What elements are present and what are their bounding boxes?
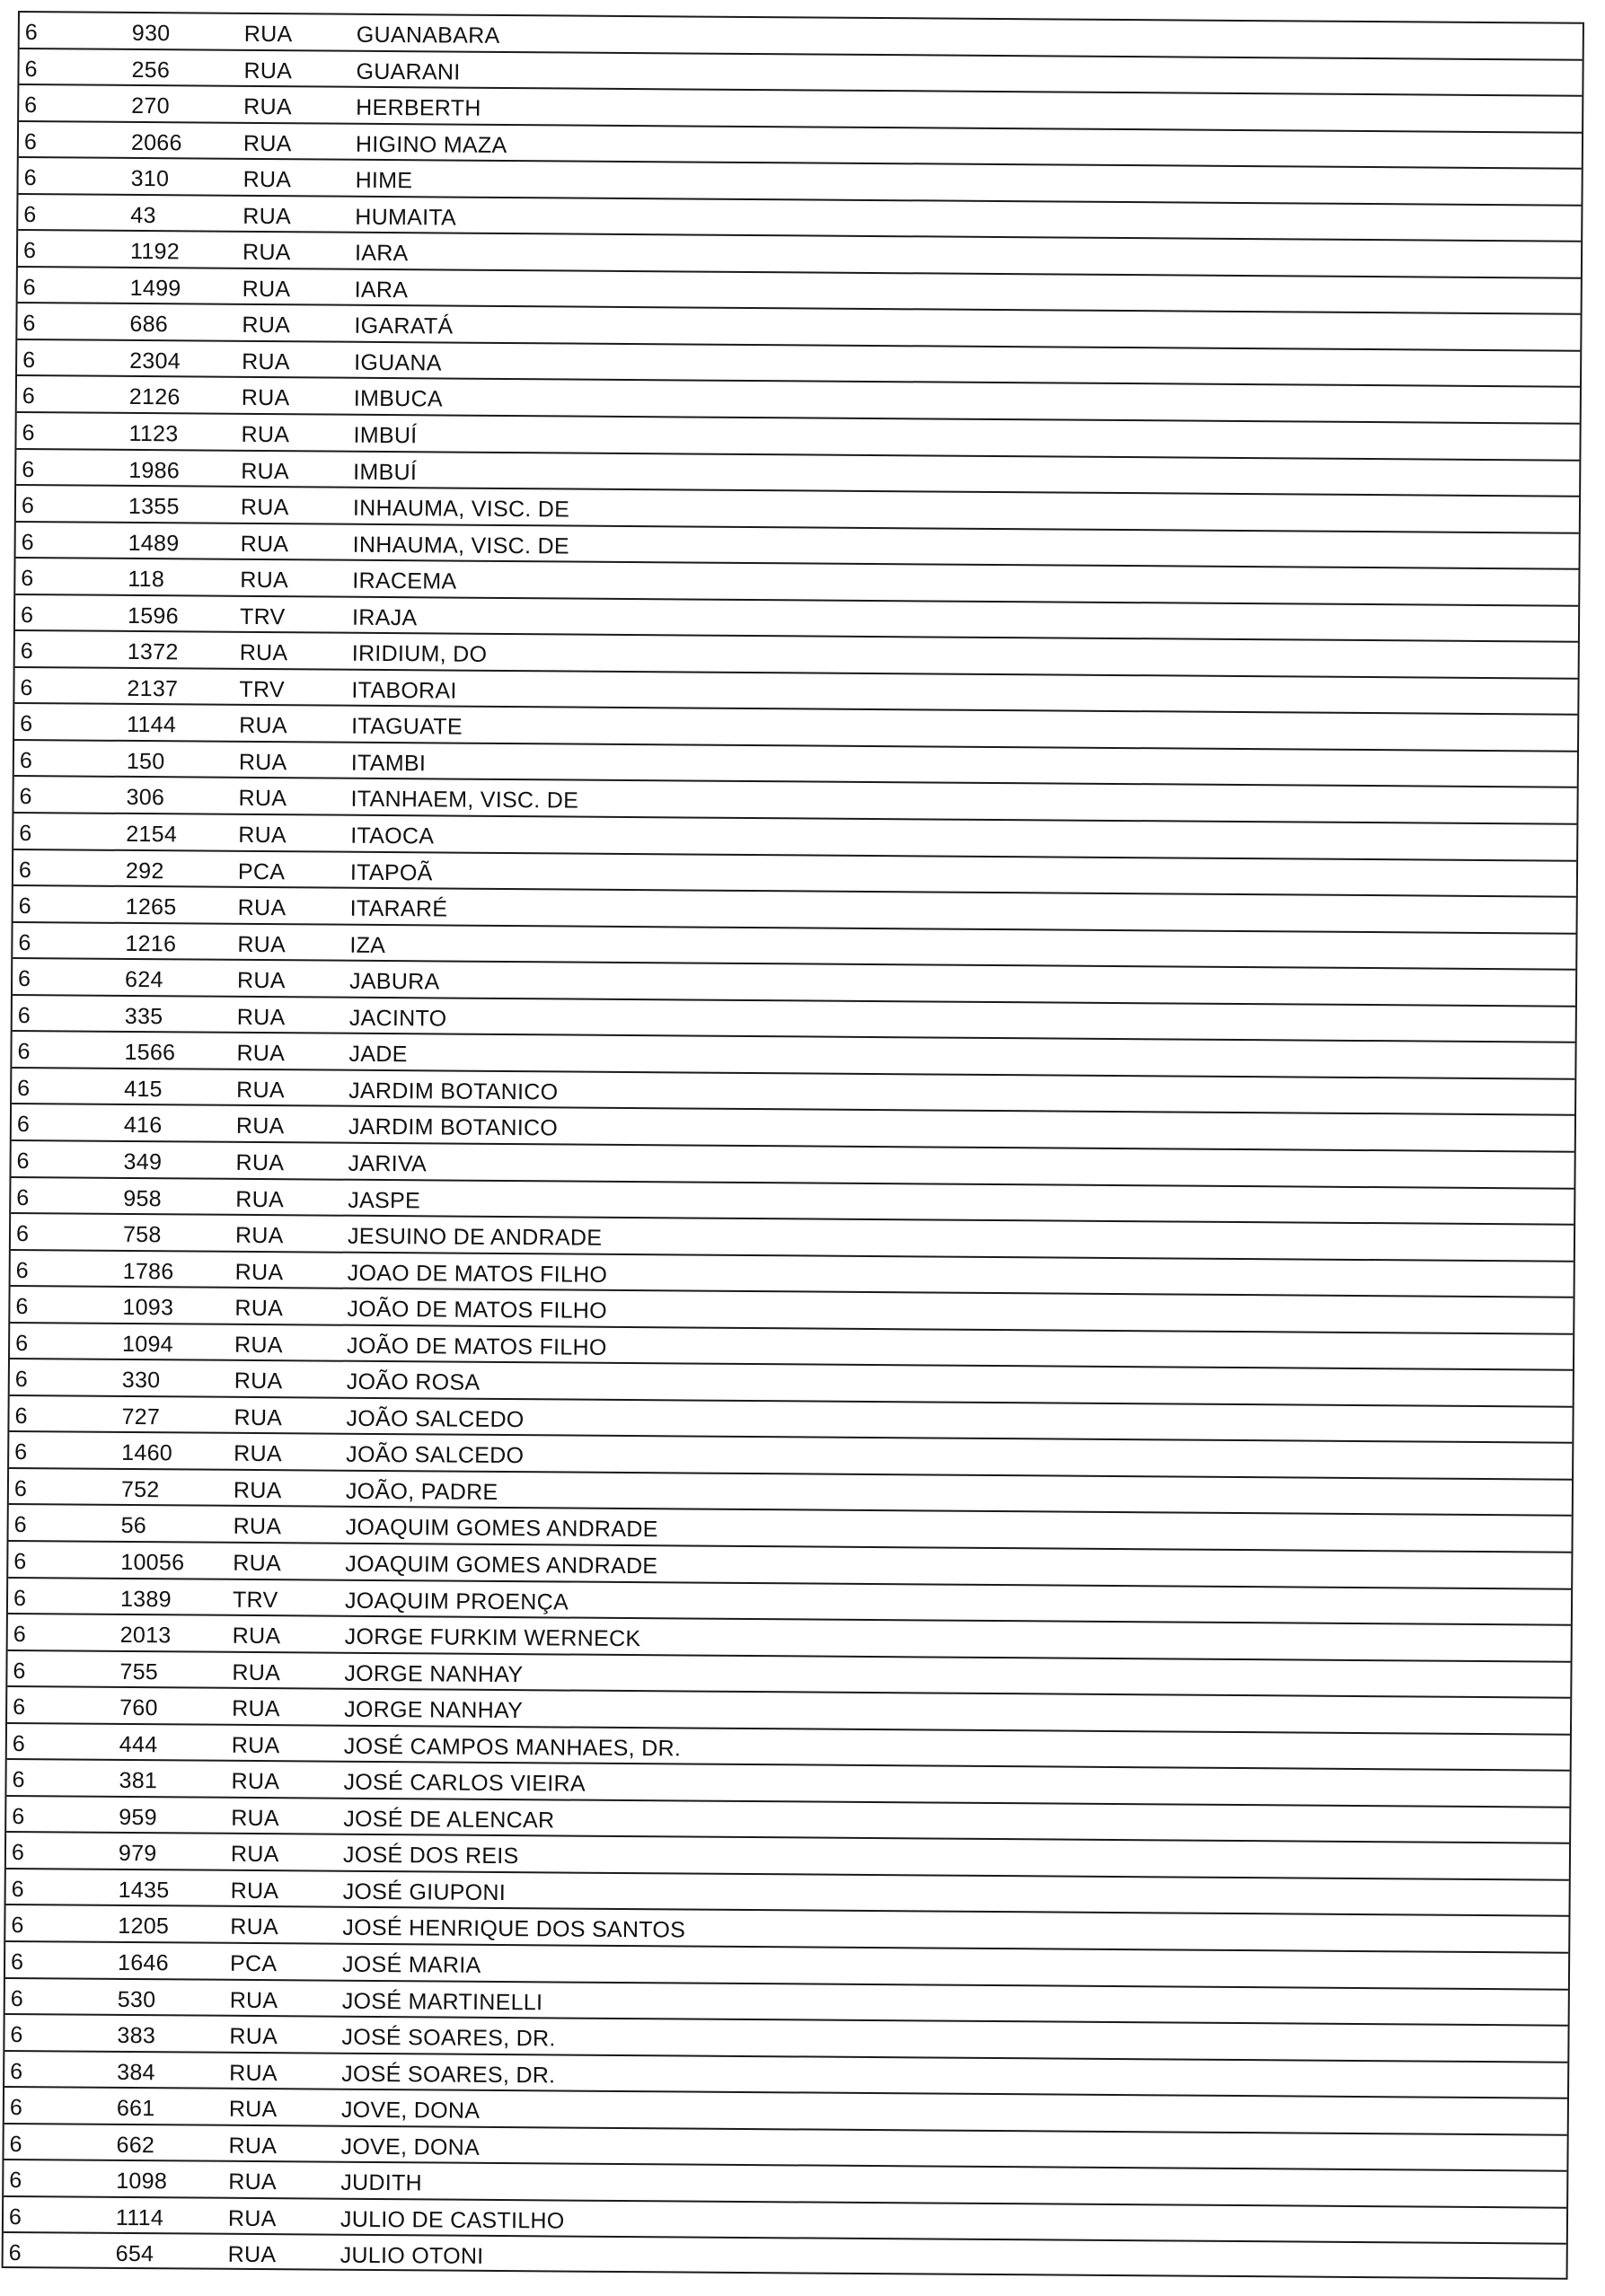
zone-cell: 6 [22,383,36,409]
zone-cell: 6 [15,1330,29,1356]
street-type-cell: RUA [239,640,288,666]
zone-cell: 6 [13,1694,26,1720]
code-cell: 1372 [127,639,179,665]
zone-cell: 6 [23,201,37,227]
zone-cell: 6 [17,1075,31,1101]
street-name-cell: JASPE [348,1187,421,1213]
street-type-cell: RUA [228,2133,278,2159]
zone-cell: 6 [24,56,38,82]
street-name-cell: JOSÉ HENRIQUE DOS SANTOS [342,1915,686,1943]
street-name-cell: JORGE FURKIM WERNECK [344,1623,641,1652]
code-cell: 1114 [115,2204,164,2231]
street-type-cell: RUA [237,931,287,957]
code-cell: 760 [119,1695,158,1721]
zone-cell: 6 [24,20,39,46]
zone-cell: 6 [13,1548,27,1575]
street-name-cell: HIGINO MAZA [355,131,507,158]
zone-cell: 6 [12,1730,26,1756]
street-name-cell: ITARARÉ [349,895,448,922]
street-type-cell: RUA [241,385,290,411]
code-cell: 444 [119,1731,158,1757]
zone-cell: 6 [14,1439,28,1465]
zone-cell: 6 [10,1949,24,1975]
street-name-cell: IARA [354,241,409,267]
code-cell: 654 [115,2241,154,2267]
street-type-cell: RUA [241,421,290,448]
code-cell: 1123 [128,420,179,447]
zone-cell: 6 [24,92,38,119]
street-name-cell: JORGE NANHAY [344,1696,524,1724]
street-name-cell: IRAJA [351,604,418,631]
street-type-cell: RUA [243,21,293,48]
zone-cell: 6 [21,493,35,519]
zone-cell: 6 [13,1658,26,1684]
street-name-cell: JOSÉ CARLOS VIEIRA [343,1769,586,1797]
street-name-cell: JOÃO DE MATOS FILHO [347,1296,608,1324]
code-cell: 959 [119,1804,157,1830]
street-name-cell: JOSÉ SOARES, DR. [341,2061,556,2089]
zone-cell: 6 [17,1039,31,1065]
zone-cell: 6 [17,1002,31,1028]
code-cell: 150 [126,748,165,775]
zone-cell: 6 [21,529,34,555]
street-name-cell: JOAQUIM GOMES ANDRADE [345,1515,658,1543]
street-name-cell: JUDITH [340,2169,423,2196]
street-type-cell: RUA [242,312,291,339]
zone-cell: 6 [22,420,35,446]
street-type-cell: PCA [229,1950,278,1977]
street-type-cell: RUA [234,1404,283,1430]
code-cell: 1216 [125,930,177,956]
street-name-cell: IARA [354,277,409,303]
street-type-cell: RUA [234,1295,284,1322]
street-name-cell: ITAGUATE [351,714,463,741]
zone-cell: 6 [9,2095,23,2121]
zone-cell: 6 [22,274,37,300]
zone-cell: 6 [8,2204,22,2230]
zone-cell: 6 [17,966,31,992]
zone-cell: 6 [20,602,34,628]
street-type-cell: RUA [236,1077,285,1104]
street-type-cell: RUA [239,713,287,739]
street-type-cell: RUA [227,2242,277,2268]
code-cell: 1205 [118,1913,170,1940]
street-name-cell: JESUINO DE ANDRADE [347,1223,603,1251]
street-type-cell: RUA [231,1805,280,1831]
zone-cell: 6 [14,1367,29,1393]
street-name-cell: JOAO DE MATOS FILHO [347,1260,608,1288]
street-name-cell: HIME [355,167,413,194]
street-name-cell: GUARANI [356,58,461,85]
street-name-cell: ITANHAEM, VISC. DE [350,787,579,814]
street-name-cell: JOAQUIM GOMES ANDRADE [345,1551,658,1579]
street-name-cell: IRIDIUM, DO [351,641,488,668]
zone-cell: 6 [20,638,34,664]
zone-cell: 6 [16,1112,31,1138]
street-name-cell: HUMAITA [355,204,457,231]
street-type-cell: RUA [229,2060,278,2086]
code-cell: 330 [121,1368,161,1394]
zone-cell: 6 [16,1148,30,1174]
street-name-cell: IRACEMA [352,567,457,594]
street-name-cell: JOAQUIM PROENÇA [344,1588,569,1615]
street-name-cell: JOÃO SALCEDO [346,1405,525,1432]
street-type-cell: RUA [235,1149,285,1176]
street-table [2,11,1584,2280]
zone-cell: 6 [23,165,37,191]
code-cell: 416 [123,1113,163,1139]
zone-cell: 6 [14,1403,28,1429]
zone-cell: 6 [19,821,32,847]
street-name-cell: IZA [349,932,386,958]
street-type-cell: RUA [238,786,287,812]
code-cell: 1098 [116,2168,168,2195]
street-name-cell: JORGE NANHAY [344,1660,524,1687]
code-cell: 2137 [127,675,179,702]
code-cell: 662 [116,2132,155,2158]
code-cell: 381 [119,1768,158,1794]
street-name-cell: JOÃO DE MATOS FILHO [347,1333,607,1360]
code-cell: 1489 [128,530,180,556]
zone-cell: 6 [13,1475,28,1501]
street-name-cell: JADE [348,1042,408,1068]
code-cell: 10056 [120,1549,185,1576]
street-name-cell: JARDIM BOTANICO [348,1078,559,1105]
code-cell: 1435 [118,1877,170,1904]
street-name-cell: ITAOCA [350,823,435,849]
zone-cell: 6 [22,238,37,264]
code-cell: 1265 [125,894,177,920]
street-type-cell: RUA [229,1987,278,2013]
code-cell: 1786 [122,1258,174,1284]
street-type-cell: TRV [239,676,286,703]
code-cell: 1355 [128,494,180,520]
street-name-cell: IMBUÍ [353,459,418,485]
street-type-cell: RUA [236,1041,286,1067]
street-type-cell: RUA [234,1222,284,1249]
zone-cell: 6 [10,2058,23,2084]
street-name-cell: JARDIM BOTANICO [348,1114,559,1141]
street-type-cell: RUA [240,494,289,521]
street-type-cell: RUA [243,203,292,229]
street-type-cell: RUA [230,1842,279,1868]
zone-cell: 6 [9,2168,22,2194]
zone-cell: 6 [12,1767,25,1793]
street-type-cell: PCA [237,858,286,884]
code-cell: 530 [117,1986,156,2012]
street-type-cell: RUA [231,1732,280,1758]
code-cell: 384 [117,2059,155,2085]
code-cell: 958 [123,1185,163,1211]
code-cell: 661 [116,2096,155,2122]
street-name-cell: JULIO OTONI [340,2243,484,2270]
code-cell: 2154 [126,821,178,848]
street-type-cell: TRV [232,1587,278,1613]
code-cell: 310 [130,166,170,192]
street-name-cell: JOSÉ MARIA [341,1951,481,1978]
code-cell: 758 [122,1221,162,1248]
zone-cell: 6 [22,347,36,374]
code-cell: 752 [120,1476,160,1503]
zone-cell: 6 [18,929,31,955]
street-name-cell: JOVE, DONA [340,2133,481,2160]
street-type-cell: RUA [243,167,292,193]
street-type-cell: RUA [232,1623,281,1649]
street-type-cell: RUA [231,1769,280,1795]
code-cell: 415 [124,1076,163,1103]
code-cell: 2013 [119,1622,172,1649]
zone-cell: 6 [19,784,32,810]
code-cell: 292 [125,858,164,884]
street-type-cell: RUA [233,1514,282,1540]
zone-cell: 6 [22,456,35,482]
code-cell: 930 [131,20,171,47]
zone-cell: 6 [11,1913,24,1939]
street-type-cell: RUA [228,2169,278,2195]
street-name-cell: JOÃO, PADRE [345,1478,498,1505]
zone-cell: 6 [18,893,32,919]
street-type-cell: RUA [232,1695,280,1722]
code-cell: 624 [124,967,163,993]
code-cell: 43 [130,202,156,228]
code-cell: 2066 [130,129,182,155]
zone-cell: 6 [15,1294,29,1320]
street-name-cell: ITABORAI [351,677,457,704]
street-type-cell: RUA [234,1368,283,1394]
street-type-cell: RUA [238,822,287,849]
street-name-cell: INHAUMA, VISC. DE [352,495,570,523]
code-cell: 118 [128,567,165,593]
street-type-cell: RUA [233,1550,282,1577]
zone-cell: 6 [20,711,33,737]
code-cell: 979 [118,1841,157,1867]
street-type-cell: RUA [230,1878,279,1905]
zone-cell: 6 [12,1803,25,1829]
code-cell: 56 [120,1513,147,1539]
zone-cell: 6 [15,1221,30,1247]
street-name-cell: IMBUÍ [353,422,418,449]
street-name-cell: GUANABARA [356,22,500,48]
street-name-cell: HERBERTH [356,94,481,121]
street-type-cell: RUA [236,968,286,994]
zone-cell: 6 [15,1257,30,1283]
street-name-cell: IGUANA [354,349,442,376]
street-name-cell: JULIO DE CASTILHO [340,2206,565,2234]
code-cell: 1646 [117,1949,169,1976]
code-cell: 2304 [129,347,181,374]
code-cell: 755 [119,1658,159,1685]
street-type-cell: RUA [237,894,287,921]
code-cell: 1499 [129,275,181,302]
code-cell: 306 [126,785,165,811]
zone-cell: 6 [13,1622,27,1648]
street-name-cell: JARIVA [348,1150,428,1177]
zone-cell: 6 [20,674,33,700]
street-type-cell: RUA [228,2096,278,2123]
street-type-cell: RUA [230,1914,279,1940]
street-name-cell: IMBUCA [353,386,443,412]
code-cell: 1460 [121,1440,173,1466]
code-cell: 256 [131,57,171,83]
code-cell: 727 [121,1403,161,1430]
zone-cell: 6 [13,1512,27,1538]
zone-cell: 6 [19,747,33,774]
street-type-cell: RUA [227,2205,277,2231]
street-type-cell: RUA [240,567,289,594]
street-name-cell: JOSÉ MARTINELLI [341,1988,543,2015]
street-name-cell: JOSÉ DOS REIS [342,1843,519,1869]
code-cell: 686 [129,312,169,338]
code-cell: 349 [123,1148,163,1175]
street-type-cell: RUA [240,531,289,557]
zone-cell: 6 [18,857,32,883]
street-type-cell: RUA [241,458,290,484]
street-type-cell: RUA [235,1186,285,1212]
code-cell: 1596 [127,603,179,629]
street-name-cell: JOVE, DONA [340,2097,481,2124]
street-name-cell: JOSÉ SOARES, DR. [341,2024,556,2052]
street-type-cell: RUA [242,348,290,375]
code-cell: 1389 [119,1586,172,1612]
code-cell: 383 [117,2022,156,2049]
zone-cell: 6 [11,1840,25,1866]
street-name-cell: ITAPOÃ [349,859,433,885]
zone-cell: 6 [16,1184,30,1210]
zone-cell: 6 [8,2240,22,2266]
street-type-cell: RUA [234,1332,283,1358]
code-cell: 1192 [129,239,181,265]
street-type-cell: RUA [243,130,292,156]
zone-cell: 6 [21,566,34,592]
street-type-cell: RUA [234,1259,284,1285]
street-type-cell: RUA [234,1441,283,1467]
zone-cell: 6 [9,2131,22,2157]
code-cell: 1093 [122,1295,174,1321]
street-name-cell: JOSÉ GIUPONI [342,1878,507,1905]
street-type-cell: RUA [235,1113,285,1139]
street-name-cell: JOÃO ROSA [346,1368,481,1396]
code-cell: 335 [124,1003,163,1029]
zone-cell: 6 [10,2022,23,2048]
code-cell: 1094 [122,1331,174,1357]
street-type-cell: RUA [232,1659,281,1685]
code-cell: 270 [131,93,170,119]
street-name-cell: JACINTO [348,1005,447,1032]
street-name-cell: JOSÉ DE ALENCAR [343,1806,555,1834]
street-type-cell: TRV [239,603,286,629]
street-name-cell: JOSÉ CAMPOS MANHAES, DR. [343,1733,682,1762]
street-name-cell: ITAMBI [350,750,427,777]
street-type-cell: RUA [236,1004,286,1030]
street-type-cell: RUA [238,749,287,776]
code-cell: 2126 [128,384,181,410]
zone-cell: 6 [10,1985,24,2011]
street-type-cell: RUA [243,57,293,84]
zone-cell: 6 [13,1585,27,1611]
street-type-cell: RUA [243,93,293,120]
street-type-cell: RUA [242,240,291,266]
street-name-cell: INHAUMA, VISC. DE [352,532,569,559]
code-cell: 1566 [124,1040,176,1066]
zone-cell: 6 [11,1876,24,1902]
street-type-cell: RUA [233,1477,282,1504]
street-type-cell: RUA [242,276,291,303]
zone-cell: 6 [23,128,38,154]
code-cell: 1144 [127,712,177,738]
street-name-cell: JABURA [348,968,440,995]
street-type-cell: RUA [229,2023,278,2050]
street-name-cell: IGARATÁ [354,313,454,339]
street-name-cell: JOÃO SALCEDO [346,1442,525,1469]
zone-cell: 6 [22,311,36,337]
code-cell: 1986 [128,457,181,483]
